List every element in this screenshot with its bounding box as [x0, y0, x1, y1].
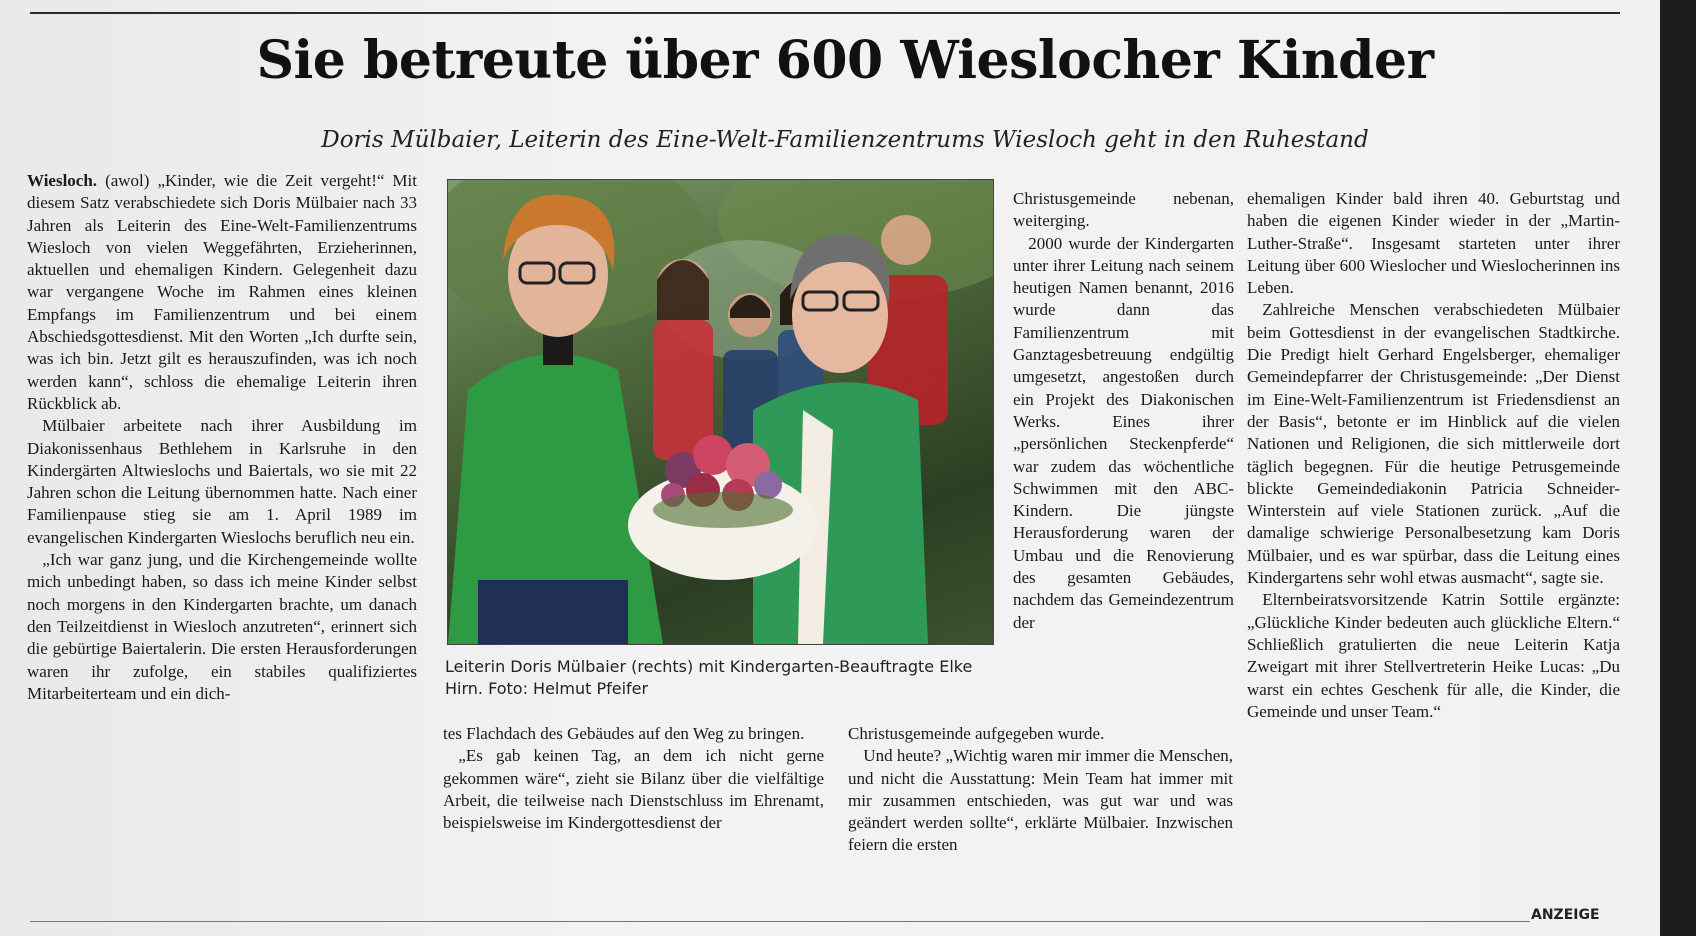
dateline: Wiesloch. — [27, 171, 98, 190]
paragraph: „Es gab keinen Tag, an dem ich nicht gerne gekommen wäre“, zieht sie Bilanz über die vielfältige Arbeit, die teilweise nach Dienstschluss im Ehrenamt, beispielsweise im Kindergottesdienst der — [443, 746, 824, 833]
paragraph: Christusgemeinde aufgegeben wurde. — [848, 724, 1105, 743]
paragraph: Elternbeiratsvorsitzende Katrin Sottile ergänzte: „Glückliche Kinder bedeuten auch glückliche Eltern.“ Schließlich gratulierten die neue Leiterin Katja Zweigart mit ihrer Stellvertreterin Heike Lucas: „Du warst ein echtes Geschenk für alle, die Kinder, die Gemeinde und unser Team.“ — [1247, 590, 1620, 721]
article-column-2-continuation — [443, 723, 824, 883]
bottom-rule — [30, 921, 1530, 922]
article-column-4 — [1247, 188, 1620, 888]
paragraph — [27, 170, 417, 415]
paragraph: „Ich war ganz jung, und die Kirchengemeinde wollte mich unbedingt haben, so dass ich meine Kinder selbst noch morgens in den Kindergarten brachte, um danach den Teilzeitdienst in Wiesloch anzutreten“, erinnert sich die gebürtige Baiertalerin. Die ersten Herausforderungen waren ihr zufolge, ein stabiles qualifiziertes Mitarbeiterteam und ein dich- — [27, 550, 417, 703]
photo-illustration — [448, 180, 993, 644]
article-column-3-continuation — [848, 723, 1233, 883]
article-photo — [447, 179, 994, 645]
advertisement-label: ANZEIGE — [1531, 907, 1600, 923]
paragraph: ehemaligen Kinder bald ihren 40. Geburtstag und haben die eigenen Kinder wieder in der „Martin-Luther-Straße“. Insgesamt starteten unter ihrer Leitung über 600 Wieslocher und Wieslocherinnen ins Leben. — [1247, 189, 1620, 298]
subheadline: Doris Mülbaier, Leiterin des Eine-Welt-Familienzentrums Wiesloch geht in den Ruhestand — [321, 127, 1369, 153]
paragraph: 2000 wurde der Kindergarten unter ihrer Leitung nach seinem heutigen Namen benannt, 2016 wurde dann das Familienzentrum mit Ganztagesbetreuung endgültig umgesetzt, angestoßen durch ein Projekt des Diakonischen Werks. Eines ihrer „persönlichen Steckenpferde“ war zudem das wöchentliche Schwimmen mit den ABC-Kindern. Die jüngste Herausforderung waren der Umbau und die Renovierung des gesamten Gebäudes, nachdem das Gemeindezentrum der — [1013, 233, 1234, 632]
headline: Sie betreute über 600 Wieslocher Kinder — [256, 30, 1434, 91]
paragraph: Mülbaier arbeitete nach ihrer Ausbildung im Diakonissenhaus Bethlehem in Karlsruhe in den Kindergärten Altwieslochs und Baiertals, wo sie mit 22 Jahren schon die Leitung übernommen hatte. Nach einer Familienpause stieg sie am 1. April 1989 im evangelischen Kindergarten Wieslochs beruflich neu ein. — [27, 416, 417, 547]
paragraph: tes Flachdach des Gebäudes auf den Weg zu bringen. — [443, 724, 805, 743]
paragraph: Christusgemeinde nebenan, weiterging. — [1013, 189, 1234, 231]
paragraph-text: (awol) „Kinder, wie die Zeit vergeht!“ Mit diesem Satz verabschiedete sich Doris Mülbaier nach 33 Jahren als Leiterin des Eine-Welt-Familienzentrums Wiesloch von vielen Weggefährten, Erzieherinnen, aktuellen und ehemaligen Kindern. Gelegenheit dazu war vergangene Woche im Rahmen eines kleinen Empfangs im Familienzentrum und bei einem Abschiedsgottesdienst. Mit den Worten „Ich durfte sein, was ich bin. Jetzt gilt es herauszufinden, was ich noch werden kann“, schloss die ehemalige Leiterin ihren Rückblick ab. — [27, 171, 417, 413]
paragraph: Und heute? „Wichtig waren mir immer die Menschen, und nicht die Ausstattung: Mein Team hat immer mit mir zusammen entschieden, was gut war und was geändert werden sollte“, erklärte Mülbaier. Inzwischen feiern die ersten — [848, 746, 1233, 855]
paragraph: Zahlreiche Menschen verabschiedeten Mülbaier beim Gottesdienst in der evangelischen Stadtkirche. Die Predigt hielt Gerhard Engelsberger, ehemaliger Gemeindepfarrer der Christusgemeinde: „Der Dienst im Eine-Welt-Familienzentrum ist Friedensdienst an der Basis“, betonte er im Hinblick auf die vielen Nationen und Religionen, die sich mittlerweile dort täglich begegnen. Für die heutige Petrusgemeinde blickte Gemeindediakonin Patricia Schneider-Winterstein auf viele Stationen zurück. „Auf die damalige schwierige Personalbesetzung kam Doris Mülbaier, und es war spürbar, dass die Leitung eines Kindergartens sehr wohl etwas ausmacht“, sagte sie. — [1247, 300, 1620, 588]
article-column-3 — [1013, 188, 1234, 690]
article-column-1 — [27, 170, 417, 896]
top-rule — [30, 12, 1620, 14]
photo-caption: Leiterin Doris Mülbaier (rechts) mit Kindergarten-Beauftragte Elke Hirn. Foto: Helmut Pfeifer — [445, 657, 973, 698]
